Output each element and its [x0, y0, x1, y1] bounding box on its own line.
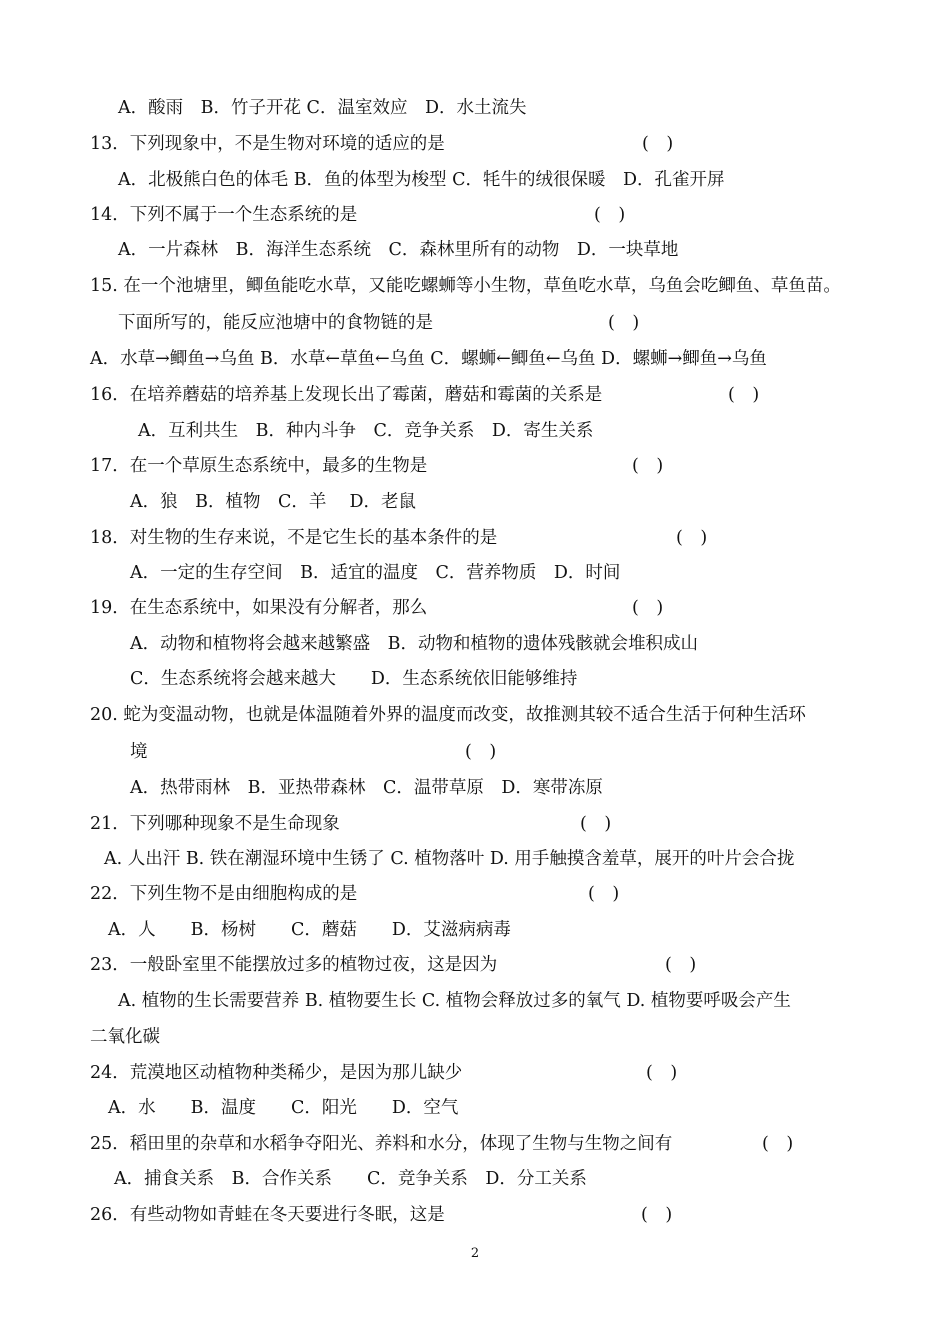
question-17: 17．在一个草原生态系统中，最多的生物是 [90, 456, 428, 476]
question-24: 24．荒漠地区动植物种类稀少，是因为那儿缺少 [90, 1063, 463, 1083]
answer-blank: ( ) [632, 456, 664, 476]
option-line: A．互利共生 B．种内斗争 C．竞争关系 D．寄生关系 [138, 421, 594, 441]
question-20-cont: 境 [130, 742, 148, 762]
option-line: C．生态系统将会越来越大 D．生态系统依旧能够维持 [130, 669, 578, 689]
question-21: 21．下列哪种现象不是生命现象 [90, 814, 340, 834]
answer-blank: ( ) [762, 1134, 794, 1154]
question-20: 20. 蛇为变温动物，也就是体温随着外界的温度而改变，故推测其较不适合生活于何种生活环 [90, 705, 806, 725]
option-line: A．水草→鲫鱼→乌鱼 B．水草←草鱼←乌鱼 C．螺蛳←鲫鱼←乌鱼 D．螺蛳→鲫鱼→乌鱼 [90, 349, 767, 369]
option-line: A．一定的生存空间 B．适宜的温度 C．营养物质 D．时间 [130, 563, 621, 583]
answer-blank: ( ) [728, 385, 760, 405]
answer-blank: ( ) [641, 1205, 673, 1225]
option-line: A．热带雨林 B．亚热带森林 C．温带草原 D．寒带冻原 [130, 778, 603, 798]
question-25: 25．稻田里的杂草和水稻争夺阳光、养料和水分，体现了生物与生物之间有 [90, 1134, 673, 1154]
question-16: 16．在培养蘑菇的培养基上发现长出了霉菌，蘑菇和霉菌的关系是 [90, 385, 603, 405]
answer-blank: ( ) [676, 528, 708, 548]
page-number: 2 [470, 1246, 480, 1261]
option-line: A．水 B．温度 C．阳光 D．空气 [108, 1098, 459, 1118]
question-26: 26．有些动物如青蛙在冬天要进行冬眠，这是 [90, 1205, 445, 1225]
answer-blank: ( ) [646, 1063, 678, 1083]
answer-blank: ( ) [465, 742, 497, 762]
answer-blank: ( ) [632, 598, 664, 618]
option-line: A．一片森林 B．海洋生态系统 C．森林里所有的动物 D．一块草地 [118, 240, 679, 260]
answer-blank: ( ) [665, 955, 697, 975]
option-line: A．动物和植物将会越来越繁盛 B．动物和植物的遗体残骸就会堆积成山 [130, 634, 698, 654]
question-18: 18．对生物的生存来说，不是它生长的基本条件的是 [90, 528, 498, 548]
question-13: 13．下列现象中，不是生物对环境的适应的是 [90, 134, 445, 154]
option-line: A．酸雨 B．竹子开花 C．温室效应 D．水土流失 [118, 98, 527, 118]
question-14: 14．下列不属于一个生态系统的是 [90, 205, 358, 225]
option-line: A．人 B．杨树 C．蘑菇 D．艾滋病病毒 [108, 920, 511, 940]
option-line: A．捕食关系 B．合作关系 C．竞争关系 D．分工关系 [114, 1169, 587, 1189]
answer-blank: ( ) [594, 205, 626, 225]
option-line: A. 人出汗 B. 铁在潮湿环境中生锈了 C. 植物落叶 D. 用手触摸含羞草，展开的叶片会合拢 [104, 849, 795, 869]
answer-blank: ( ) [642, 134, 674, 154]
question-22: 22．下列生物不是由细胞构成的是 [90, 884, 358, 904]
option-line-cont: 二氧化碳 [90, 1027, 160, 1047]
answer-blank: ( ) [580, 814, 612, 834]
question-15-cont: 下面所写的，能反应池塘中的食物链的是 [118, 313, 433, 333]
answer-blank: ( ) [588, 884, 620, 904]
question-19: 19．在生态系统中，如果没有分解者，那么 [90, 598, 428, 618]
question-15: 15. 在一个池塘里，鲫鱼能吃水草，又能吃螺蛳等小生物，草鱼吃水草，乌鱼会吃鲫鱼、草鱼苗。 [90, 276, 841, 296]
question-23: 23．一般卧室里不能摆放过多的植物过夜，这是因为 [90, 955, 498, 975]
option-line: A. 植物的生长需要营养 B. 植物要生长 C. 植物会释放过多的氧气 D. 植物要呼吸会产生 [118, 991, 791, 1011]
option-line: A．北极熊白色的体毛 B．鱼的体型为梭型 C．牦牛的绒很保暖 D．孔雀开屏 [118, 170, 725, 190]
option-line: A．狼 B．植物 C．羊 D．老鼠 [130, 492, 416, 512]
answer-blank: ( ) [608, 313, 640, 333]
